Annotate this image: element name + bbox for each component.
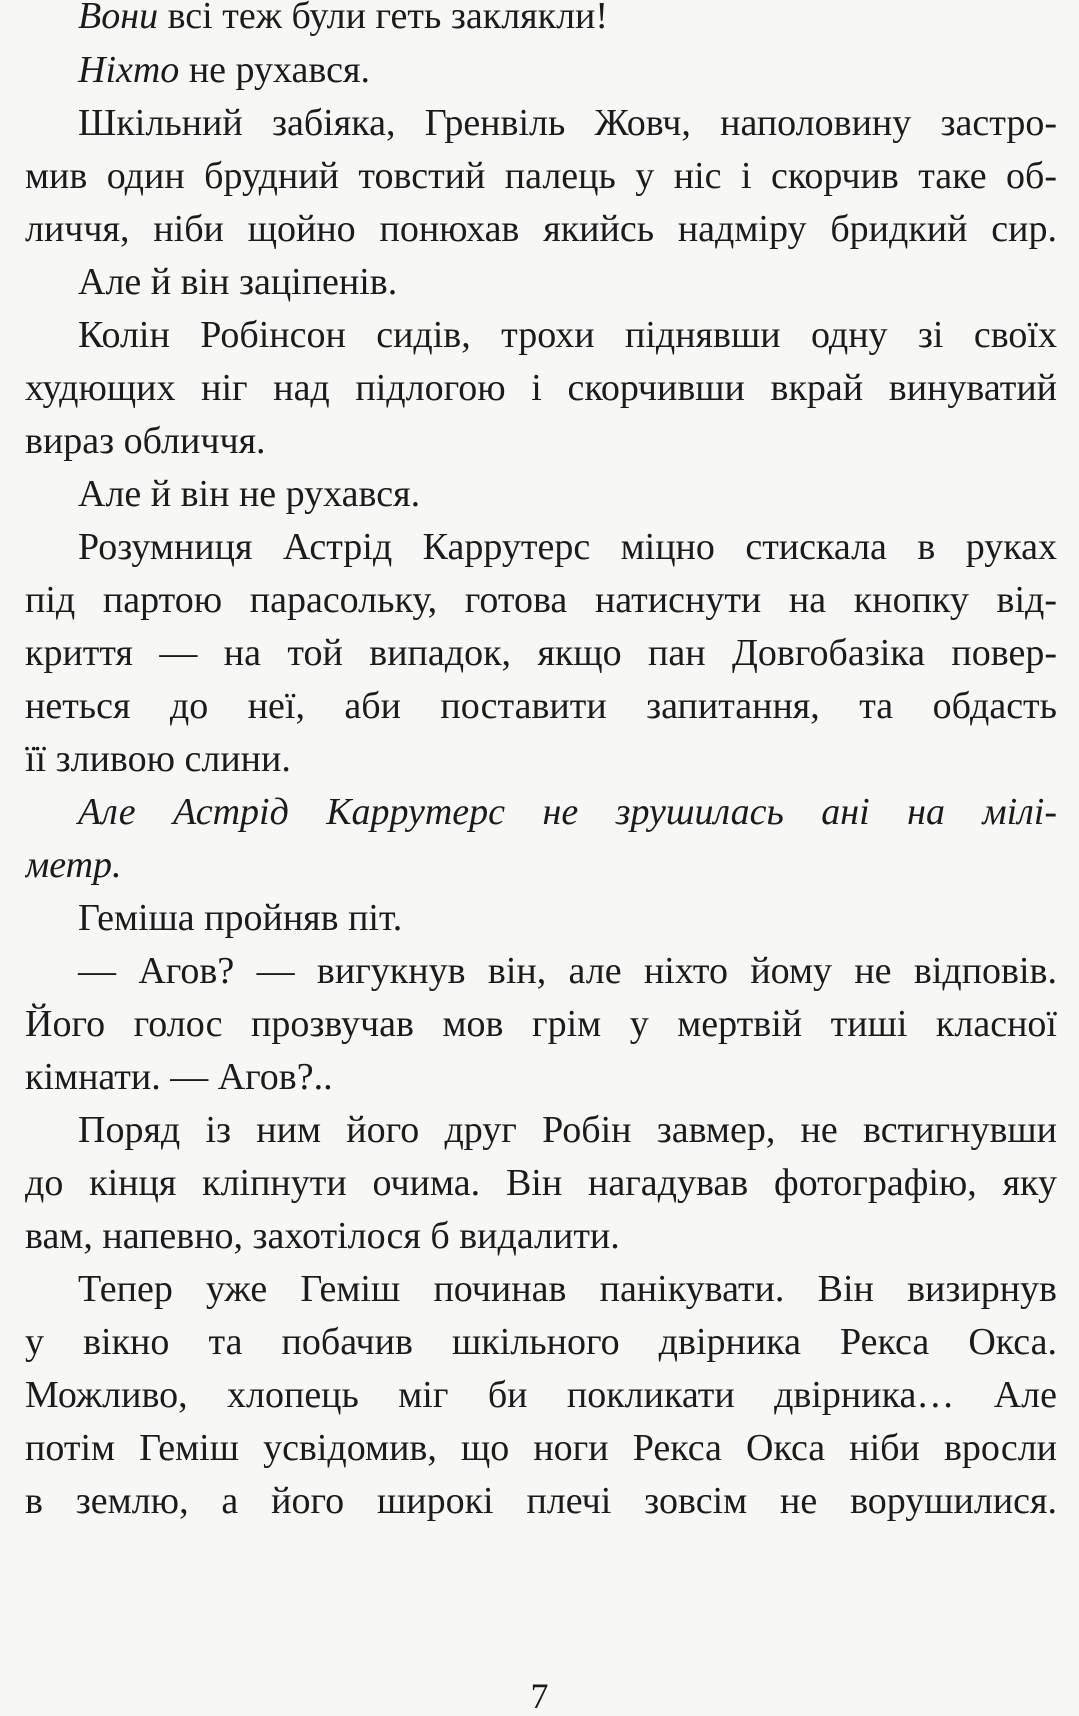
text-line: Але й він заціпенів.	[78, 261, 398, 303]
text-line: Поряд із ним його друг Робін завмер, не встигнувши	[78, 1109, 1057, 1151]
text-line: під партою парасольку, готова натиснути на кнопку від-	[25, 579, 1057, 621]
text-line: в землю, а його широкі плечі зовсім не ворушилися.	[25, 1480, 1057, 1522]
text-line: до кінця кліпнути очима. Він нагадував фотографію, яку	[25, 1162, 1057, 1204]
text-line: Тепер уже Геміш починав панікувати. Він визирнув	[78, 1268, 1057, 1310]
text-line: Ніхто не рухався.	[78, 49, 370, 91]
text-line: Можливо, хлопець міг би покликати двірника… Але	[25, 1374, 1057, 1416]
text-line: потім Геміш усвідомив, що ноги Рекса Окса ніби вросли	[25, 1427, 1057, 1469]
text-line: неться до неї, аби поставити запитання, та обдасть	[25, 685, 1057, 727]
text-line: — Агов? — вигукнув він, але ніхто йому не відповів.	[78, 950, 1057, 992]
text-line: кімнати. — Агов?..	[25, 1056, 333, 1098]
emphasis-word: Ніхто	[78, 49, 180, 91]
page-number: 7	[530, 1676, 549, 1716]
text-line: Шкільний забіяка, Гренвіль Жовч, наполовину застро-	[78, 102, 1057, 144]
text-line: Колін Робінсон сидів, трохи піднявши одну зі своїх	[78, 314, 1057, 356]
text-line: вираз обличчя.	[25, 420, 266, 462]
italic-text-line: метр.	[25, 844, 122, 886]
text-line: личчя, ніби щойно понюхав якийсь надміру бридкий сир.	[25, 208, 1057, 250]
text-line: Вони всі теж були геть заклякли!	[25, 0, 1057, 38]
emphasis-word: Вони	[78, 0, 159, 37]
text-line: у вікно та побачив шкільного двірника Рекса Окса.	[25, 1321, 1057, 1363]
text-line: Геміша пройняв піт.	[78, 897, 403, 939]
text-line: худющих ніг над підлогою і скорчивши вкрай винуватий	[25, 367, 1057, 409]
italic-text-line: Але Астрід Каррутерс не зрушилась ані на мілі-	[78, 791, 1057, 833]
text-line: мив один брудний товстий палець у ніс і скорчив таке об-	[25, 155, 1057, 197]
text-line: криття — на той випадок, якщо пан Довгобазіка повер-	[25, 632, 1057, 674]
text-line: її зливою слини.	[25, 738, 291, 780]
text-line: Розумниця Астрід Каррутерс міцно стискала в руках	[78, 526, 1057, 568]
text-line: Його голос прозвучав мов грім у мертвій тиші класної	[25, 1003, 1057, 1045]
text-line: вам, напевно, захотілося б видалити.	[25, 1215, 620, 1257]
text-line: Але й він не рухався.	[78, 473, 421, 515]
